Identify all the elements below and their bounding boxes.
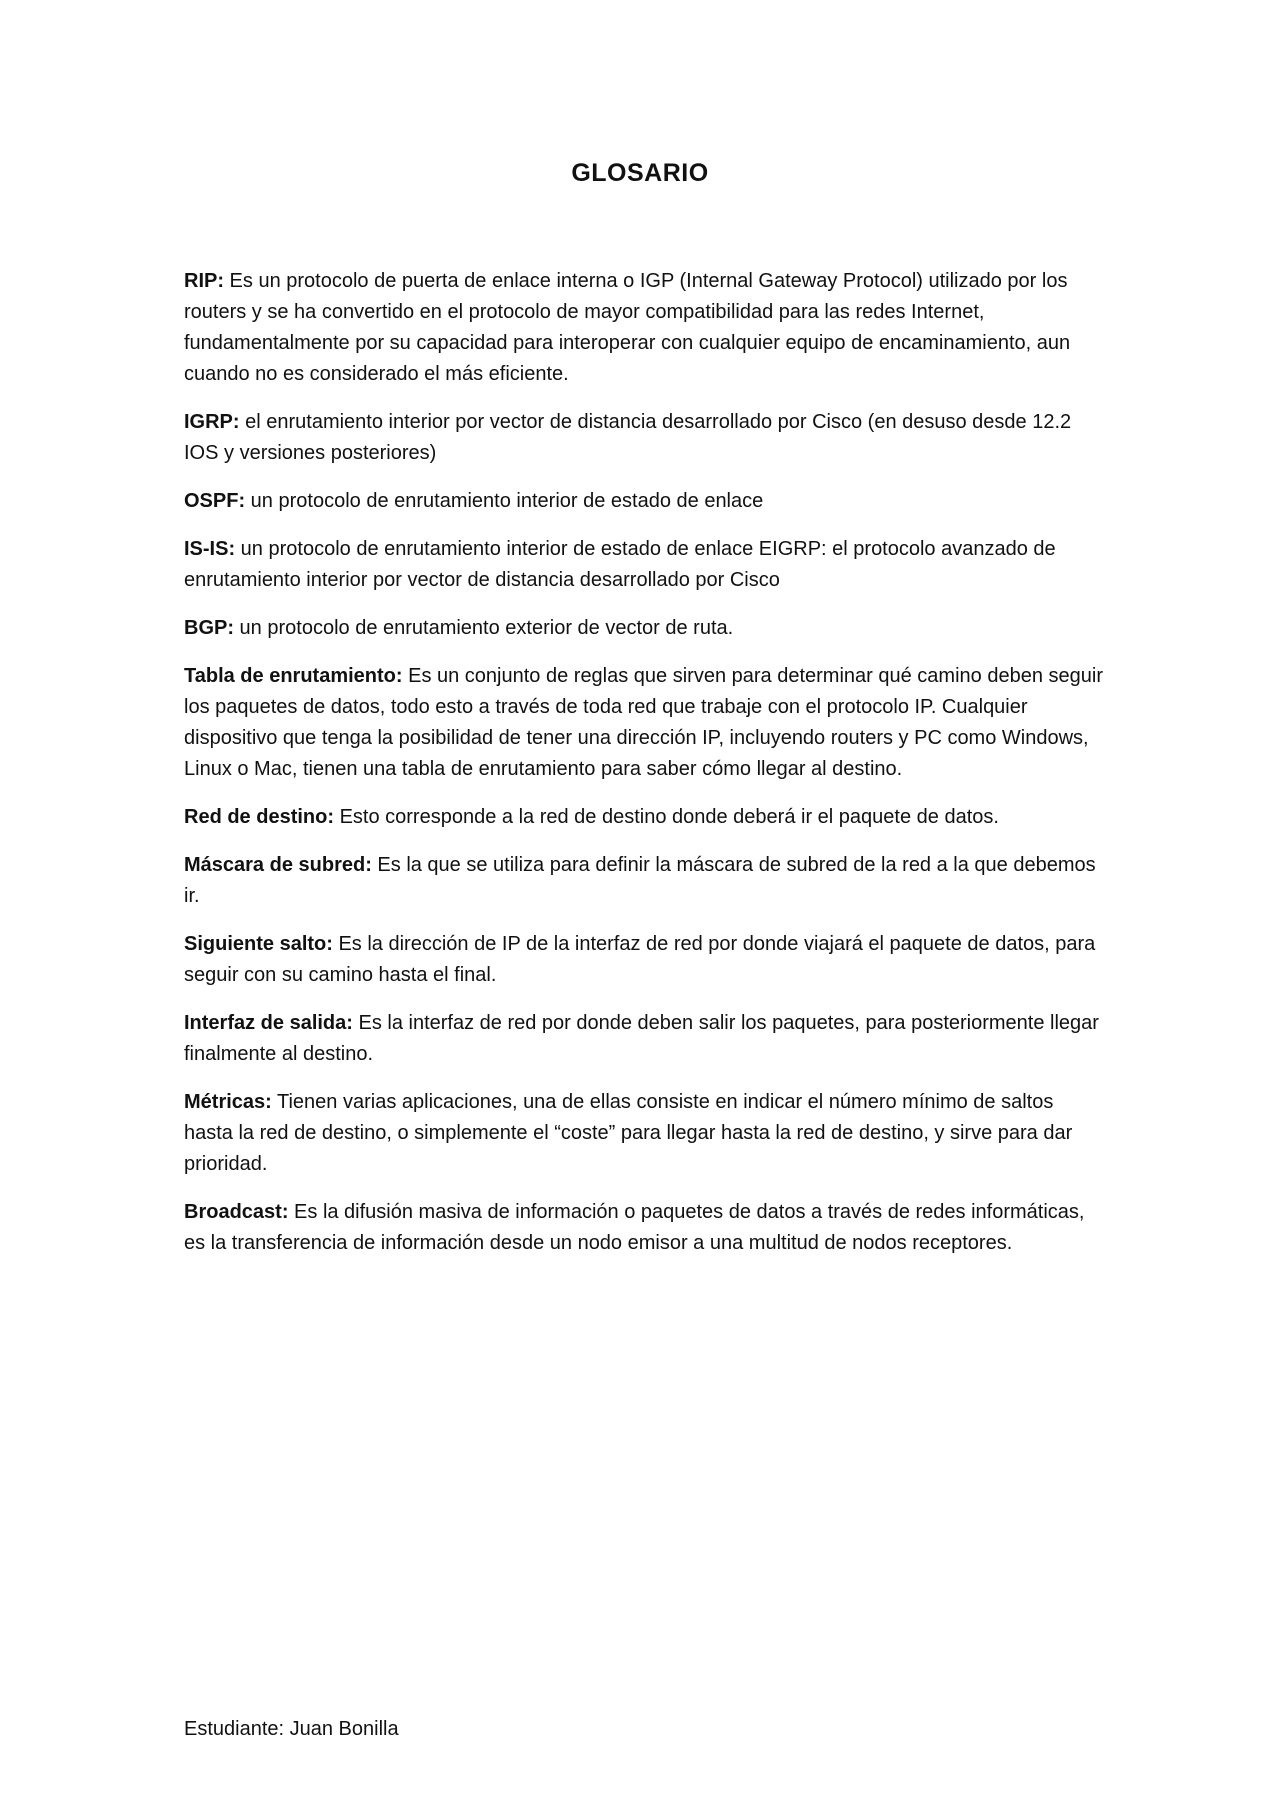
- glossary-definition: Es la interfaz de red por donde deben salir los paquetes, para posteriormente llegar finalmente al destino.: [184, 1012, 1099, 1065]
- glossary-term: OSPF:: [184, 490, 246, 512]
- glossary-entry-rip: [184, 266, 1104, 390]
- page-title: GLOSARIO: [571, 159, 709, 187]
- glossary-definition: Es un conjunto de reglas que sirven para determinar qué camino deben seguir los paquetes de datos, todo esto a través de toda red que trabaje con el protocolo IP. Cualquier dispositivo que tenga la posibilidad de tener una dirección IP, incluyendo routers y PC como Windows, Linux o Mac, tienen una tabla de enrutamiento para saber cómo llegar al destino.: [184, 665, 1103, 780]
- glossary-term: IS-IS:: [184, 538, 236, 560]
- glossary-term: Máscara de subred:: [184, 854, 372, 876]
- glossary-entry-ospf: [184, 486, 1104, 517]
- glossary-term: Métricas:: [184, 1091, 272, 1113]
- glossary-definition: Es la que se utiliza para definir la máscara de subred de la red a la que debemos ir.: [184, 854, 1096, 907]
- glossary-definition: Es la dirección de IP de la interfaz de red por donde viajará el paquete de datos, para seguir con su camino hasta el final.: [184, 933, 1096, 986]
- student-name-footer: Estudiante: Juan Bonilla: [184, 1718, 399, 1740]
- glossary-definition: Es un protocolo de puerta de enlace interna o IGP (Internal Gateway Protocol) utilizado por los routers y se ha convertido en el protocolo de mayor compatibilidad para las redes Internet, fundamentalmente por su capacidad para interoperar con cualquier equipo de encaminamiento, aun cuando no es considerado el más eficiente.: [184, 270, 1071, 385]
- glossary-entry-red-de-destino: [184, 802, 1104, 833]
- glossary-entry-metricas: [184, 1087, 1104, 1180]
- glossary-term: Siguiente salto:: [184, 933, 333, 955]
- glossary-entry-siguiente-salto: [184, 929, 1104, 991]
- glossary-definition: un protocolo de enrutamiento exterior de vector de ruta.: [234, 617, 734, 639]
- glossary-entry-tabla-de-enrutamiento: [184, 661, 1104, 785]
- glossary-definition: Esto corresponde a la red de destino donde deberá ir el paquete de datos.: [334, 806, 999, 828]
- glossary-definition: un protocolo de enrutamiento interior de estado de enlace: [245, 490, 764, 512]
- glossary-entry-interfaz-de-salida: [184, 1008, 1104, 1070]
- glossary-entry-bgp: [184, 613, 1104, 644]
- glossary-entry-is-is: [184, 534, 1104, 596]
- glossary-definition: Es la difusión masiva de información o paquetes de datos a través de redes informáticas, es la transferencia de información desde un nodo emisor a una multitud de nodos receptores.: [184, 1201, 1085, 1254]
- glossary-term: RIP:: [184, 270, 224, 292]
- glossary-definition: el enrutamiento interior por vector de distancia desarrollado por Cisco (en desuso desde 12.2 IOS y versiones posteriores): [184, 411, 1072, 464]
- glossary-definition: un protocolo de enrutamiento interior de estado de enlace EIGRP: el protocolo avanzado de enrutamiento interior por vector de distancia desarrollado por Cisco: [184, 538, 1056, 591]
- glossary-term: Interfaz de salida:: [184, 1012, 353, 1034]
- glossary-term: Red de destino:: [184, 806, 335, 828]
- glossary-entry-mascara-de-subred: [184, 850, 1104, 912]
- glossary-term: IGRP:: [184, 411, 240, 433]
- glossary-entry-igrp: [184, 407, 1104, 469]
- glossary-definition: Tienen varias aplicaciones, una de ellas consiste en indicar el número mínimo de saltos hasta la red de destino, o simplemente el “coste” para llegar hasta la red de destino, y sirve para dar prioridad.: [184, 1091, 1073, 1175]
- glossary-term: Broadcast:: [184, 1201, 289, 1223]
- glossary-list: [184, 266, 1104, 1276]
- glossary-entry-broadcast: [184, 1197, 1104, 1259]
- glossary-term: Tabla de enrutamiento:: [184, 665, 403, 687]
- glossary-term: BGP:: [184, 617, 234, 639]
